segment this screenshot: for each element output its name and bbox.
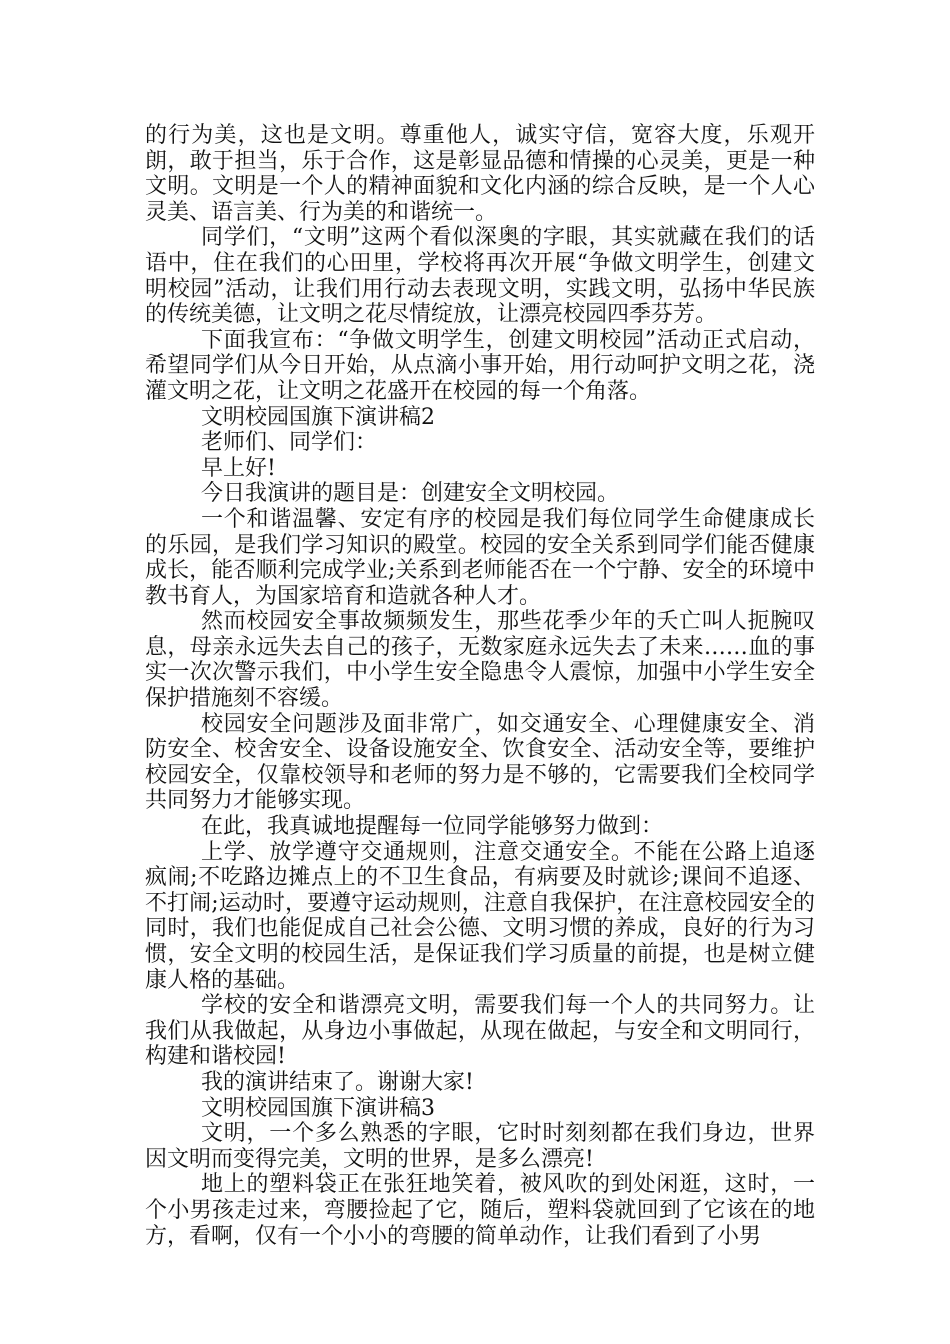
paragraph-3: 下面我宣布：“争做文明学生，创建文明校园”活动正式启动，希望同学们从今日开始，从点滴小事开始，用行动呵护文明之花，浇灌文明之花，让文明之花盛开在校园的每一个角落。 xyxy=(145,327,815,404)
paragraph-10: 校园安全问题涉及面非常广，如交通安全、心理健康安全、消防安全、校舍安全、设备设施安全、饮食安全、活动安全等，要维护校园安全，仅靠校领导和老师的努力是不够的，它需要我们全校同学共同努力才能够实现。 xyxy=(145,711,815,814)
speech-topic: 今日我演讲的题目是：创建安全文明校园。 xyxy=(201,481,620,507)
paragraph-11: 在此，我真诚地提醒每一位同学能够努力做到： xyxy=(201,814,664,840)
paragraph-16: 文明，一个多么熟悉的字眼，它时时刻刻都在我们身边，世界因文明而变得完美，文明的世界，是多么漂亮! xyxy=(145,1121,815,1172)
paragraph-2: 同学们，“文明”这两个看似深奥的字眼，其实就藏在我们的话语中，住在我们的心田里，学校将再次开展“争做文明学生，创建文明校园”活动，让我们用行动去表现文明，实践文明，弘扬中华民族的传统美德，让文明之花尽情绽放，让漂亮校园四季芬芳。 xyxy=(145,225,815,328)
closing-line: 我的演讲结束了。谢谢大家! xyxy=(201,1069,474,1095)
section-heading-2: 文明校园国旗下演讲稿2 xyxy=(201,404,435,430)
salutation: 老师们、同学们： xyxy=(201,430,378,456)
paragraph-17: 地上的塑料袋正在张狂地笑着，被风吹的到处闲逛，这时，一个小男孩走过来，弯腰捡起了它，随后，塑料袋就回到了它该在的地方，看啊，仅有一个小小的弯腰的简单动作，让我们看到了小男 xyxy=(145,1172,815,1249)
paragraph-12: 上学、放学遵守交通规则，注意交通安全。不能在公路上追逐疯闹;不吃路边摊点上的不卫生食品，有病要及时就诊;课间不追逐、不打闹;运动时，要遵守运动规则，注意自我保护，在注意校园安全的同时，我们也能促成自己社会公德、文明习惯的养成，良好的行为习惯，安全文明的校园生活，是保证我们学习质量的前提，也是树立健康人格的基础。 xyxy=(145,839,815,993)
paragraph-1: 的行为美，这也是文明。尊重他人，诚实守信，宽容大度，乐观开朗，敢于担当，乐于合作，这是彰显品德和情操的心灵美，更是一种文明。文明是一个人的精神面貌和文化内涵的综合反映，是一个人心灵美、语言美、行为美的和谐统一。 xyxy=(145,123,815,225)
paragraph-9: 然而校园安全事故频频发生，那些花季少年的夭亡叫人扼腕叹息，母亲永远失去自己的孩子，无数家庭永远失去了未来……血的事实一次次警示我们，中小学生安全隐患令人震惊，加强中小学生安全保护措施刻不容缓。 xyxy=(145,609,815,712)
greeting: 早上好! xyxy=(201,455,276,481)
paragraph-13: 学校的安全和谐漂亮文明，需要我们每一个人的共同努力。让我们从我做起，从身边小事做起，从现在做起，与安全和文明同行，构建和谐校园! xyxy=(145,993,815,1070)
document-body xyxy=(145,123,815,1249)
section-heading-3: 文明校园国旗下演讲稿3 xyxy=(201,1095,435,1121)
paragraph-8: 一个和谐温馨、安定有序的校园是我们每位同学生命健康成长的乐园，是我们学习知识的殿堂。校园的安全关系到同学们能否健康成长，能否顺利完成学业;关系到老师能否在一个宁静、安全的环境中教书育人，为国家培育和造就各种人才。 xyxy=(145,506,815,609)
